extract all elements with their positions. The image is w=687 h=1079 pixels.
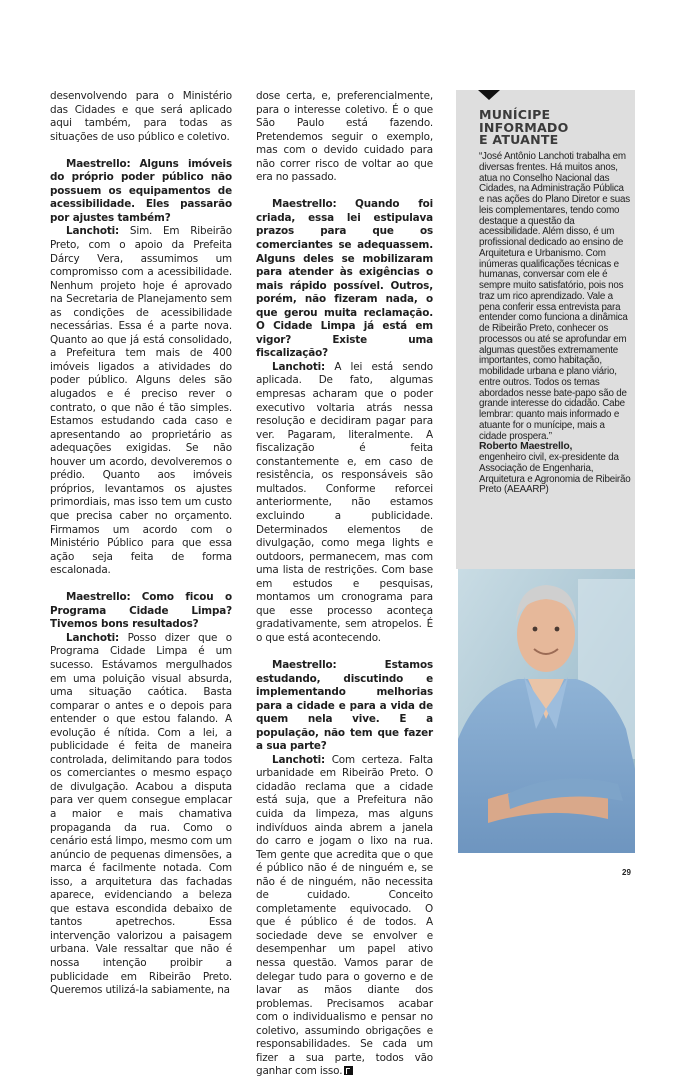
sidebar-title	[479, 109, 629, 147]
sidebar-title-line: MUNÍCIPE	[479, 107, 551, 122]
eye-left	[533, 627, 538, 632]
speaker-label: Maestrello:	[66, 157, 131, 170]
answer-text: A lei está sendo aplicada. De fato, algumas empresas acharam que o poder executivo voltaria atrás nessa resolução e decidiram pagar para ver. Pagaram, literalmente. A fiscalização é feita constantemente e, em caso de resistência, os responsáveis são multados. Conforme reforcei anteriormente, não estamos excluindo a publicidade. Determinados elementos de divulgação, como mega lights e outdoors, permanecem, mas com uma lista de restrições. Com base em estudos e pesquisas, montamos um cronograma para que esse processo aconteça gradativamente, sem atropelos. É o que está acontecendo.	[256, 360, 433, 644]
question-text: Quando foi criada, essa lei estipulava prazos para que os comerciantes se adequassem. Alguns deles se mobilizaram para atender às exigências o mais rápido possível. Outros, porém, não fizeram nada, o que gerou muita reclamação. O Cidade Limpa já está em vigor? Existe uma fiscalização?	[256, 198, 433, 360]
question	[256, 198, 433, 361]
paragraph: desenvolvendo para o Ministério das Cidades e que será aplicado aqui também, para todas as situações de uso público e coletivo.	[50, 90, 232, 143]
sidebar-quote: “José Antônio Lanchoti trabalha em diversas frentes. Há muitos anos, atua no Conselho Nacional das Cidades, na Administração Pública e nas ações do Plano Diretor e suas leis complementares, tendo como destaque a questão da acessibilidade. Além disso, é um profissional dedicado ao ensino de Arquitetura e Urbanismo. Com inúmeras qualificações técnicas e humanas, conversar com ele é sempre muito satisfatório, pois nos traz um rico aprendizado. Vale a pena conferir essa entrevista para entender como funciona a dinâmica de Ribeirão Preto, conhecer os processos ou até se aprofundar em algumas questões extremamente importantes, como habitação, mobilidade urbana e plano viário, entre outros. Todos os temas abordados nesse bate-papo são de grande interesse do cidadão. Cabe lembrar: quanto mais informado e atuante for o munícipe, mais a cidade prospera.”	[479, 151, 630, 442]
speaker-label: Lanchoti:	[66, 631, 120, 644]
speaker-label: Maestrello:	[66, 591, 131, 604]
sidebar-title-line: E ATUANTE	[479, 132, 559, 147]
end-of-article-icon	[344, 1066, 353, 1075]
sidebar-box	[456, 90, 635, 569]
portrait-illustration	[458, 569, 635, 853]
triangle-marker-icon	[478, 90, 500, 100]
sidebar-author: Roberto Maestrello,	[479, 441, 573, 453]
speaker-label: Lanchoti:	[272, 360, 326, 373]
answer	[256, 361, 433, 645]
answer	[50, 225, 232, 577]
speaker-label: Lanchoti:	[272, 753, 326, 766]
article-column-1	[50, 90, 232, 998]
sidebar-body	[479, 152, 631, 496]
answer-text: Sim. Em Ribeirão Preto, com o apoio da Prefeita Dárcy Vera, assumimos um compromisso com a acessibilidade. Nenhum projeto hoje é aprovado na Secretaria de Planejamento sem as condições de acessibilidade necessárias. Essa é a parte nova. Quanto ao que já está consolidado, a Prefeitura tem mais de 400 imóveis ligados a atividades do poder público. Alguns deles são alugados e é preciso rever o contrato, o que não é tão simples. Estamos estudando cada caso e apresentando ao proprietário as adequações exigidas. Se não houver um acordo, devolveremos o prédio. Quanto aos imóveis próprios, levantamos os ajustes primordiais, mas isso tem um custo que precisa caber no orçamento. Firmamos um acordo com o Ministério Público para que essa ação seja feita de forma escalonada.	[50, 225, 233, 577]
answer	[256, 754, 433, 1079]
question-text: Alguns imóveis do próprio poder público não possuem os equipamentos de acessibilidade. Eles passarão por ajustes também?	[50, 157, 232, 224]
page-number: 29	[622, 868, 631, 877]
speaker-label: Maestrello:	[272, 198, 337, 211]
question	[50, 591, 232, 632]
answer-text: Posso dizer que o Programa Cidade Limpa é um sucesso. Estávamos mergulhados em uma poluição visual absurda, uma situação caótica. Basta comparar o antes e o depois para entender o que estou falando. A evolução é nítida. Com a lei, a publicidade é feita de maneira controlada, delimitando para todos os comerciantes o mesmo espaço de divulgação. Acabou a disputa para ver quem consegue emplacar a maior e mais chamativa propaganda da rua. Como o cenário está limpo, mesmo com um anúncio de pequenas dimensões, a marca é facilmente notada. Com isso, a arquitetura das fachadas aparece, evidenciando a beleza que estava escondida debaixo de tantos apetrechos. Essa intervenção valorizou a paisagem urbana. Vale ressaltar que não é nossa intenção proibir a publicidade em Ribeirão Preto. Queremos utilizá-la sabiamente, na	[50, 631, 233, 997]
eye-right	[555, 627, 560, 632]
sidebar-title-line: INFORMADO	[479, 119, 569, 135]
paragraph: dose certa, e, preferencialmente, para o interesse coletivo. É o que São Paulo está fazendo. Pretendemos seguir o exemplo, mas com o devido cuidado para não correr risco de voltar ao que era no passado.	[256, 90, 433, 184]
question	[256, 659, 433, 754]
answer	[50, 632, 232, 998]
portrait-photo	[458, 569, 635, 853]
speaker-label: Maestrello:	[272, 658, 337, 671]
sidebar-author-description: engenheiro civil, ex-presidente da Associação de Engenharia, Arquitetura e Agronomia de Ribeirão Preto (AEAARP)	[479, 452, 631, 496]
answer-text: Com certeza. Falta urbanidade em Ribeirão Preto. O cidadão reclama que a cidade está suja, que a Prefeitura não cuida da limpeza, mas alguns indivíduos ainda abrem a janela do carro e jogam o lixo na rua. Tem gente que acredita que o que é público não é de ninguém e, se não é de ninguém, não necessita de cuidado. Conceito completamente equivocado. O que é público é de todos. A sociedade deve se envolver e desempenhar um papel ativo nessa questão. Vamos parar de delegar tudo para o governo e de lavar as mãos diante dos problemas. Precisamos acabar com o individualismo e pensar no coletivo, assumindo obrigações e responsabilidades. Se cada um fizer a sua parte, todos vão ganhar com isso.	[256, 753, 433, 1078]
article-column-2	[256, 90, 433, 1079]
speaker-label: Lanchoti:	[66, 225, 120, 238]
question-text: Como ficou o Programa Cidade Limpa? Tivemos bons resultados?	[50, 591, 232, 631]
question	[50, 158, 232, 226]
question-text: Estamos estudando, discutindo e implementando melhorias para a cidade e para a vida de quem nela vive. E a população, não tem que fazer a sua parte?	[256, 658, 433, 753]
face	[517, 596, 575, 672]
